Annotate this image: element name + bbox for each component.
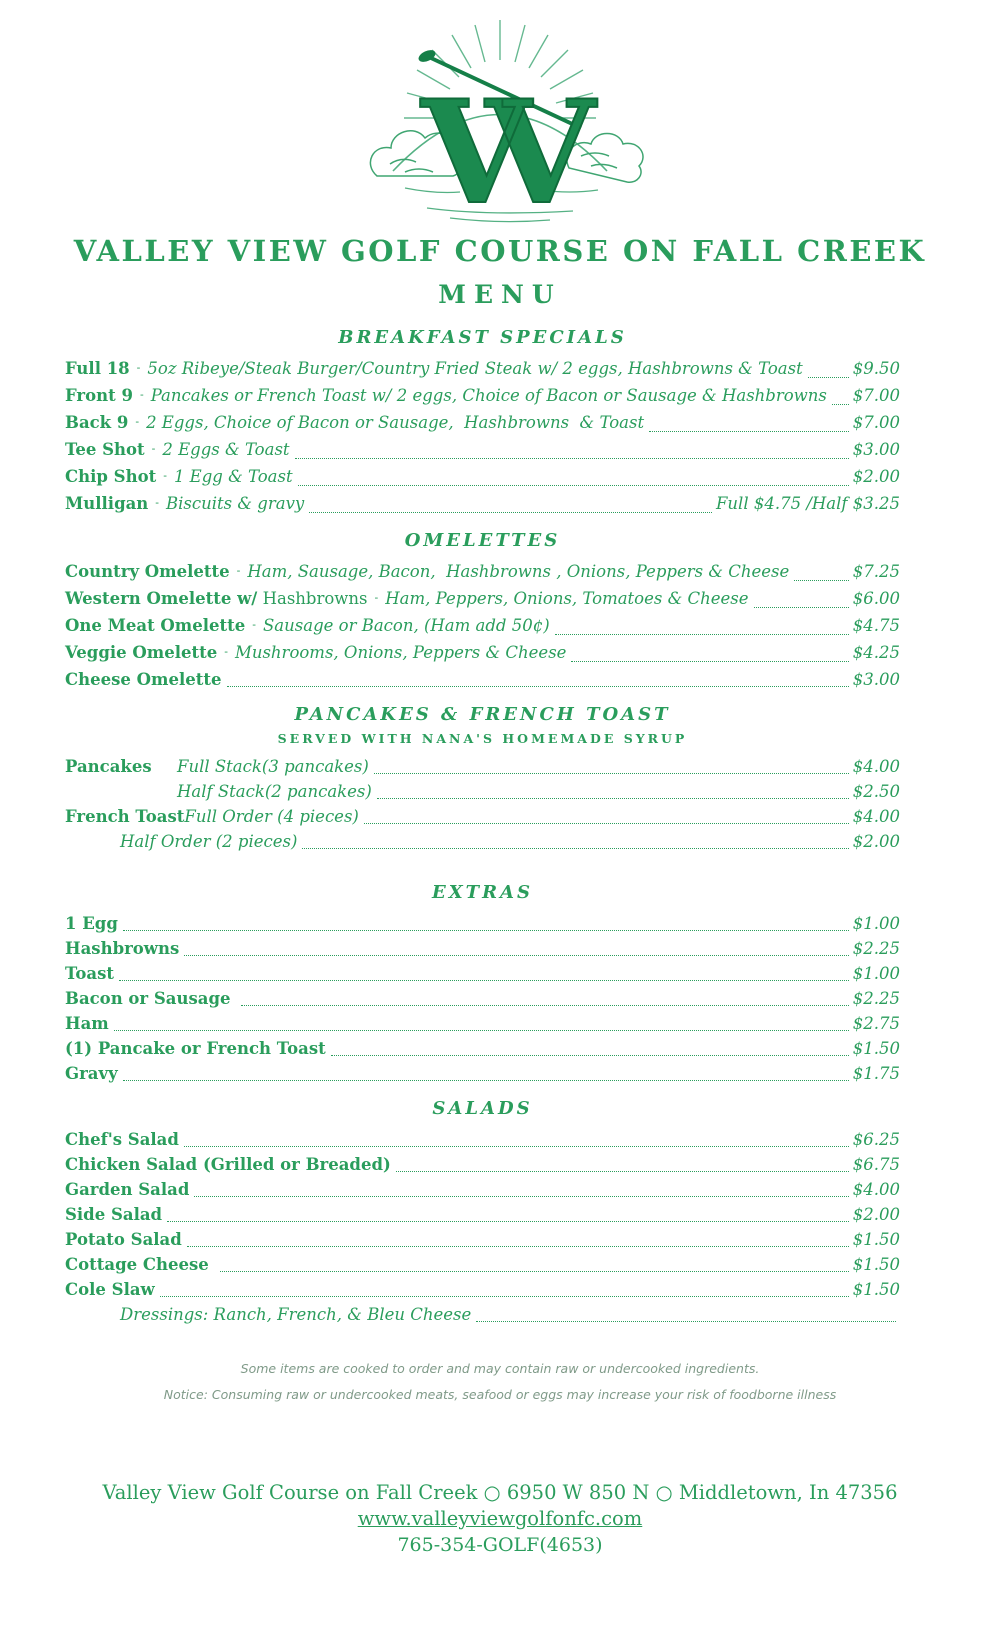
section-heading: SALADS: [432, 1098, 533, 1119]
dot-leader: [302, 848, 848, 849]
menu-item: [65, 1127, 900, 1152]
dot-leader: [295, 458, 849, 459]
dot-leader: [649, 431, 849, 432]
dot-leader: [555, 634, 849, 635]
menu-section: [65, 1098, 900, 1327]
page-title: VALLEY VIEW GOLF COURSE ON FALL CREEK: [73, 234, 927, 268]
item-name: Garden Salad: [65, 1180, 190, 1199]
dot-leader: [476, 1321, 896, 1322]
menu-section: [65, 327, 900, 518]
dot-leader: [808, 377, 849, 378]
menu-item: [65, 586, 900, 613]
menu-section: [65, 704, 900, 854]
menu-item: [65, 754, 900, 779]
section-subheading: SERVED WITH NANA'S HOMEMADE SYRUP: [277, 731, 688, 746]
item-name: Front 9: [65, 386, 133, 405]
dot-leader: [331, 1055, 849, 1056]
item-name: One Meat Omelette: [65, 616, 246, 635]
item-price: $2.00: [852, 1205, 900, 1224]
item-price: $4.25: [852, 643, 900, 662]
menu-item: [65, 1011, 900, 1036]
dot-leader: [119, 980, 849, 981]
bush-right-icon: [567, 134, 643, 183]
item-separator: -: [236, 564, 241, 577]
item-name: Chicken Salad (Grilled or Breaded): [65, 1155, 391, 1174]
footer-phone: 765-354-GOLF(4653): [397, 1534, 603, 1556]
menu-item: [65, 911, 900, 936]
menu-item: [65, 986, 900, 1011]
item-name: Full 18: [65, 359, 130, 378]
item-name: Side Salad: [65, 1205, 163, 1224]
item-name: Veggie Omelette: [65, 643, 218, 662]
item-price: $6.75: [852, 1155, 900, 1174]
menu-item: [65, 829, 900, 854]
menu-item: [65, 1252, 900, 1277]
item-name: Western Omelette w/: [65, 589, 258, 608]
item-price: $4.75: [852, 616, 900, 635]
logo-container: [0, 0, 1000, 230]
item-price: Full $4.75 /Half $3.25: [715, 494, 900, 513]
menu-item: [65, 356, 900, 383]
item-price: $1.50: [852, 1039, 900, 1058]
dot-leader: [396, 1171, 849, 1172]
item-price: $3.00: [852, 670, 900, 689]
item-separator: -: [224, 645, 228, 658]
menu-heading: MENU: [438, 280, 562, 309]
menu-section: [65, 530, 900, 692]
menu-item: [65, 1202, 900, 1227]
item-name: Cottage Cheese: [65, 1255, 215, 1274]
menu-item: [65, 410, 900, 437]
item-description: Full Stack(3 pancakes): [177, 757, 369, 776]
item-price: $7.00: [852, 386, 900, 405]
dot-leader: [194, 1196, 848, 1197]
valley-view-logo: [335, 6, 665, 230]
item-price: $7.00: [852, 413, 900, 432]
item-description: 2 Eggs & Toast: [162, 440, 290, 459]
item-name: Potato Salad: [65, 1230, 182, 1249]
footer-website-row: [0, 1506, 1000, 1532]
dot-leader: [794, 580, 848, 581]
dot-leader: [571, 661, 848, 662]
item-description: Mushrooms, Onions, Peppers & Cheese: [234, 643, 567, 662]
item-price: $1.00: [852, 964, 900, 983]
item-name: (1) Pancake or French Toast: [65, 1039, 326, 1058]
menu-item: [65, 667, 900, 692]
dot-leader: [241, 1005, 849, 1006]
item-description: Pancakes or French Toast w/ 2 eggs, Choice of Bacon or Sausage & Hashbrowns: [150, 386, 827, 405]
item-price: $4.00: [852, 1180, 900, 1199]
item-price: $2.25: [852, 989, 900, 1008]
item-price: $9.50: [852, 359, 900, 378]
item-separator: -: [163, 469, 167, 482]
dot-leader: [754, 607, 849, 608]
item-name: Tee Shot: [65, 440, 145, 459]
item-description: Sausage or Bacon, (Ham add 50¢): [263, 616, 550, 635]
menu-item: [65, 559, 900, 586]
menu-item: [65, 613, 900, 640]
website-link[interactable]: www.valleyviewgolfonfc.com: [357, 1507, 643, 1530]
item-price: $6.00: [852, 589, 900, 608]
item-name: French Toast: [65, 807, 185, 826]
menu-item: [65, 1152, 900, 1177]
item-price: $2.00: [852, 467, 900, 486]
item-description: Ham, Sausage, Bacon, Hashbrowns , Onions, Peppers & Cheese: [247, 562, 790, 581]
item-name: Cole Slaw: [65, 1280, 155, 1299]
item-description: Ham, Peppers, Onions, Tomatoes & Cheese: [385, 589, 749, 608]
item-name: Country Omelette: [65, 562, 230, 581]
item-description: Half Stack(2 pancakes): [177, 782, 372, 801]
section-heading: BREAKFAST SPECIALS: [338, 327, 627, 348]
item-description: Full Order (4 pieces): [184, 807, 359, 826]
item-separator: -: [139, 388, 144, 401]
menu-item: [65, 1036, 900, 1061]
dot-leader: [123, 1080, 849, 1081]
disclaimer-line-2: Notice: Consuming raw or undercooked meats, seafood or eggs may increase your risk of foodborne illness: [163, 1387, 837, 1402]
item-price: $6.25: [852, 1130, 900, 1149]
menu-item: [65, 464, 900, 491]
dot-leader: [187, 1246, 849, 1247]
disclaimer-notes: [0, 1361, 1000, 1402]
item-price: $1.50: [852, 1280, 900, 1299]
dot-leader: [167, 1221, 849, 1222]
item-price: $1.00: [852, 914, 900, 933]
item-name: Chip Shot: [65, 467, 157, 486]
item-description: Half Order (2 pieces): [120, 832, 298, 851]
item-separator: -: [374, 591, 379, 604]
item-description: 1 Egg & Toast: [173, 467, 293, 486]
item-price: $2.25: [852, 939, 900, 958]
item-price: $2.75: [852, 1014, 900, 1033]
item-description: 2 Eggs, Choice of Bacon or Sausage, Hashbrowns & Toast: [146, 413, 645, 432]
item-name: Chef's Salad: [65, 1130, 179, 1149]
item-name: 1 Egg: [65, 914, 118, 933]
item-separator: -: [151, 442, 156, 455]
menu-item: [65, 640, 900, 667]
item-name: Toast: [65, 964, 114, 983]
menu-item: [65, 1227, 900, 1252]
item-name: Gravy: [65, 1064, 118, 1083]
menu-item: [65, 383, 900, 410]
item-description: Dressings: Ranch, French, & Bleu Cheese: [120, 1305, 472, 1324]
dot-leader: [309, 512, 712, 513]
item-name: Pancakes: [65, 757, 152, 776]
item-price: $4.00: [852, 757, 900, 776]
dot-leader: [364, 823, 849, 824]
dot-leader: [123, 930, 849, 931]
menu-item: [65, 1061, 900, 1086]
vv-monogram: VV: [421, 70, 550, 230]
menu-item: [65, 437, 900, 464]
item-name: Hashbrowns: [65, 939, 180, 958]
item-name-secondary: Hashbrowns: [257, 589, 368, 608]
dot-leader: [114, 1030, 849, 1031]
item-price: $1.75: [852, 1064, 900, 1083]
item-name: Cheese Omelette: [65, 670, 222, 689]
menu-item: [65, 1302, 900, 1327]
item-price: $7.25: [852, 562, 900, 581]
dot-leader: [184, 955, 848, 956]
item-name: Ham: [65, 1014, 109, 1033]
disclaimer-line-1: Some items are cooked to order and may contain raw or undercooked ingredients.: [240, 1361, 760, 1376]
footer-address: Valley View Golf Course on Fall Creek ○ 6950 W 850 N ○ Middletown, In 47356: [102, 1481, 898, 1504]
item-name: Mulligan: [65, 494, 149, 513]
section-heading: OMELETTES: [404, 530, 561, 551]
menu-item: [65, 936, 900, 961]
item-name: Back 9: [65, 413, 129, 432]
dot-leader: [160, 1296, 849, 1297]
item-name: Bacon or Sausage: [65, 989, 237, 1008]
dot-leader: [298, 485, 849, 486]
menu-item: [65, 779, 900, 804]
dot-leader: [374, 773, 849, 774]
item-price: $4.00: [852, 807, 900, 826]
item-price: $1.50: [852, 1230, 900, 1249]
menu-sections: [0, 309, 1000, 1327]
dot-leader: [377, 798, 849, 799]
section-heading: PANCAKES & FRENCH TOAST: [294, 704, 671, 725]
item-price: $1.50: [852, 1255, 900, 1274]
item-separator: -: [252, 618, 256, 631]
menu-item: [65, 961, 900, 986]
item-price: $2.50: [852, 782, 900, 801]
footer: [0, 1480, 1000, 1558]
dot-leader: [220, 1271, 849, 1272]
dot-leader: [184, 1146, 849, 1147]
menu-item: [65, 804, 900, 829]
item-description: 5oz Ribeye/Steak Burger/Country Fried Steak w/ 2 eggs, Hashbrowns & Toast: [147, 359, 803, 378]
section-heading: EXTRAS: [431, 882, 533, 903]
item-separator: -: [155, 496, 160, 509]
menu-item: [65, 1277, 900, 1302]
item-separator: -: [135, 415, 140, 428]
dot-leader: [832, 404, 849, 405]
item-price: $3.00: [852, 440, 900, 459]
menu-section: [65, 882, 900, 1086]
item-price: $2.00: [852, 832, 900, 851]
menu-item: [65, 1177, 900, 1202]
item-description: Biscuits & gravy: [166, 494, 305, 513]
menu-item: [65, 491, 900, 518]
item-separator: -: [136, 361, 141, 374]
dot-leader: [227, 686, 849, 687]
